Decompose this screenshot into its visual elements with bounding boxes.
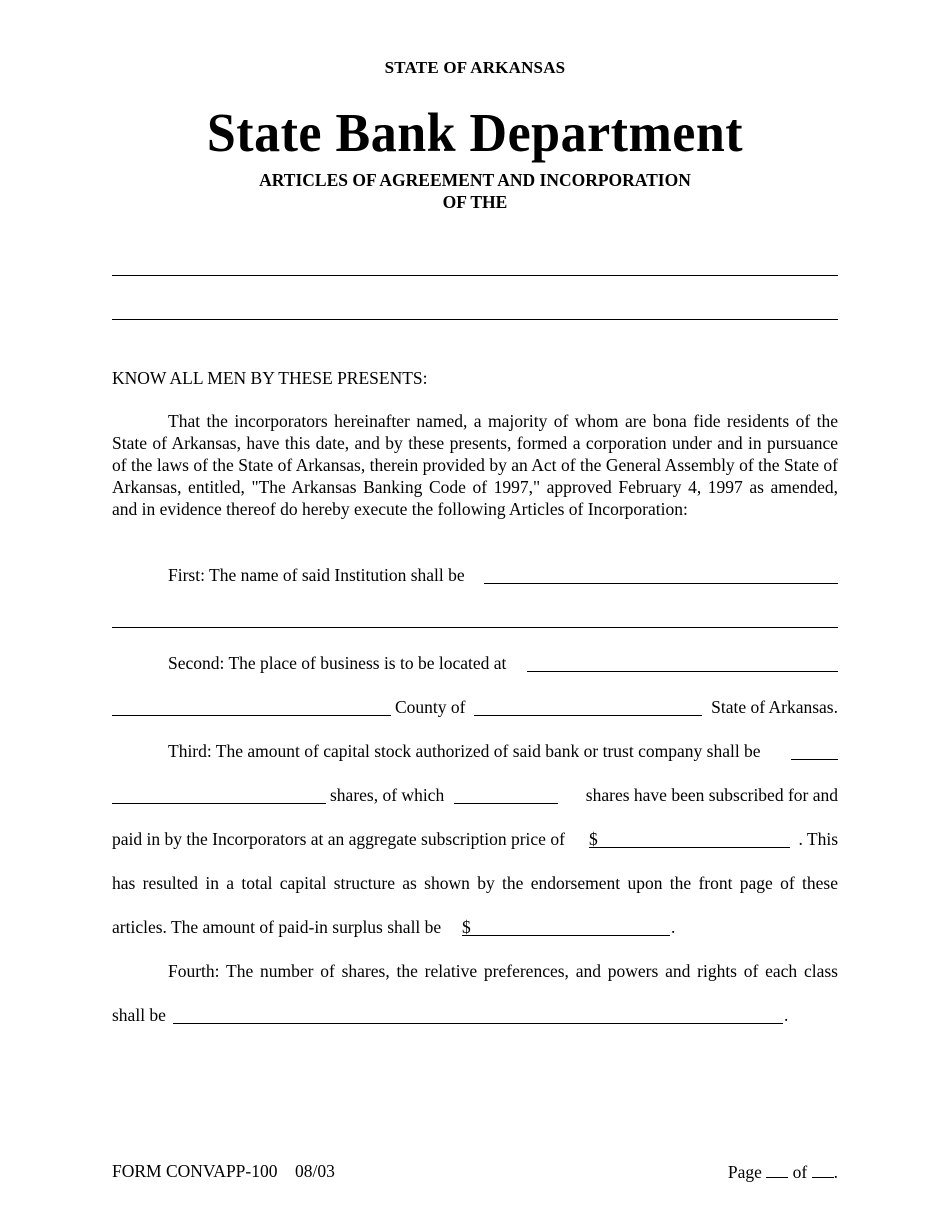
surplus-period: . bbox=[671, 917, 676, 937]
department-title: State Bank Department bbox=[206, 103, 744, 164]
county-field[interactable] bbox=[474, 696, 702, 716]
shares-subscribed-label: shares have been subscribed for and bbox=[585, 785, 838, 805]
page-period: . bbox=[833, 1162, 838, 1182]
third-article-row3 bbox=[112, 828, 838, 850]
state-heading: STATE OF ARKANSAS bbox=[384, 58, 566, 77]
city-field[interactable] bbox=[112, 696, 391, 716]
capital-stock-field-start[interactable] bbox=[791, 740, 838, 760]
capital-structure-text: has resulted in a total capital structure as shown by the endorsement upon the front page of these bbox=[112, 873, 838, 893]
subscription-price-label: paid in by the Incorporators at an aggregate subscription price of bbox=[112, 829, 565, 849]
page-number bbox=[728, 1161, 838, 1183]
form-number: FORM CONVAPP-100 bbox=[112, 1161, 278, 1181]
authorized-shares-field[interactable] bbox=[112, 784, 326, 804]
first-article-row bbox=[112, 564, 838, 586]
articles-title-line1: ARTICLES OF AGREEMENT AND INCORPORATION bbox=[259, 170, 691, 190]
bank-name-line-2[interactable] bbox=[112, 319, 838, 320]
county-of-label: County of bbox=[395, 697, 466, 717]
page-number-field[interactable] bbox=[766, 1161, 788, 1178]
business-address-field[interactable] bbox=[527, 652, 838, 672]
intro-heading: KNOW ALL MEN BY THESE PRESENTS: bbox=[112, 368, 428, 388]
intro-paragraph: That the incorporators hereinafter named, a majority of whom are bona fide residents of the State of Arkansas, have this date, and by these presents, formed a corporation under and in pursuance of the laws of the State of Arkansas, therein provided by an Act of the General Assembly of the State of Arkansas, entitled, "The Arkansas Banking Code of 1997," approved February 4, 1997 as amended, and in evidence thereof do hereby execute the following Articles of Incorporation: bbox=[112, 411, 838, 519]
third-article-row5 bbox=[112, 916, 838, 938]
shall-be-label: shall be bbox=[112, 1005, 166, 1025]
second-article-text: Second: The place of business is to be located at bbox=[168, 653, 507, 673]
fourth-article-text: Fourth: The number of shares, the relative preferences, and powers and rights of each class bbox=[168, 961, 838, 981]
page-of-label: of bbox=[792, 1162, 808, 1182]
third-article-text: Third: The amount of capital stock authorized of said bank or trust company shall be bbox=[168, 741, 761, 761]
page-total-field[interactable] bbox=[812, 1161, 834, 1178]
second-article-row bbox=[112, 652, 838, 674]
institution-name-line-2[interactable] bbox=[112, 627, 838, 628]
bank-name-line-1[interactable] bbox=[112, 275, 838, 276]
shares-of-which-label: shares, of which bbox=[330, 785, 445, 805]
shall-be-period: . bbox=[784, 1005, 789, 1025]
institution-name-field[interactable] bbox=[484, 564, 838, 584]
share-classes-field[interactable] bbox=[173, 1004, 783, 1024]
state-of-arkansas-label: State of Arkansas. bbox=[711, 697, 838, 717]
articles-title-line2: OF THE bbox=[442, 192, 508, 212]
third-article-row2 bbox=[112, 784, 838, 806]
form-identifier bbox=[112, 1161, 335, 1182]
paid-in-surplus-field[interactable] bbox=[462, 916, 670, 936]
subscribed-shares-field[interactable] bbox=[454, 784, 558, 804]
fourth-article-row1 bbox=[112, 960, 838, 982]
page-label: Page bbox=[727, 1162, 762, 1182]
third-article-row1 bbox=[112, 740, 838, 762]
subscription-price-field[interactable] bbox=[589, 828, 790, 848]
surplus-label: articles. The amount of paid-in surplus shall be bbox=[112, 917, 442, 937]
form-date: 08/03 bbox=[295, 1161, 335, 1181]
third-article-row4 bbox=[112, 872, 838, 894]
fourth-article-row2 bbox=[112, 1004, 838, 1026]
second-county-row bbox=[112, 696, 838, 718]
this-label: . This bbox=[798, 829, 838, 849]
dollar-sign: $ bbox=[589, 829, 598, 849]
first-article-text: First: The name of said Institution shall be bbox=[168, 565, 465, 585]
surplus-dollar-sign: $ bbox=[462, 917, 471, 937]
